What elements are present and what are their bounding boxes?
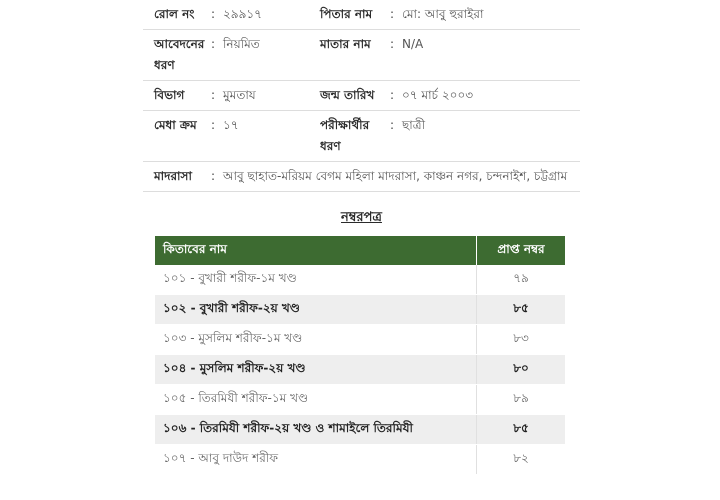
marks-value: ৮০ bbox=[477, 355, 566, 385]
colon: : bbox=[211, 118, 216, 132]
book-name: ১০৪ - মুসলিম শরীফ-২য় খণ্ড bbox=[155, 355, 477, 385]
colon: : bbox=[390, 118, 395, 132]
marks-value: ৮৫ bbox=[477, 295, 566, 325]
info-row-roll bbox=[143, 0, 580, 30]
merit-label: মেধা ক্রম bbox=[154, 118, 197, 132]
info-row-app-type bbox=[143, 30, 580, 81]
book-name: ১০৬ - তিরমিযী শরীফ-২য় খণ্ড ও শামাইলে তিরমিযী bbox=[155, 415, 477, 445]
mother-label: মাতার নাম bbox=[320, 37, 371, 51]
merit-value: ১৭ bbox=[223, 118, 239, 132]
examinee-type-value: ছাত্রী bbox=[402, 118, 426, 132]
marks-value: ৮৫ bbox=[477, 415, 566, 445]
dob-value: ০৭ মার্চ ২০০৩ bbox=[402, 88, 474, 102]
marks-value: ৮৩ bbox=[477, 325, 566, 355]
father-label: পিতার নাম bbox=[320, 7, 373, 21]
column-header-marks: প্রাপ্ত নম্বর bbox=[477, 236, 566, 265]
colon: : bbox=[390, 88, 395, 102]
app-type-value: নিয়মিত bbox=[223, 37, 260, 51]
student-info bbox=[143, 0, 580, 192]
colon: : bbox=[390, 37, 395, 51]
mother-value: N/A bbox=[402, 37, 424, 51]
marks-value: ৮২ bbox=[477, 445, 566, 475]
result-container bbox=[143, 0, 580, 475]
book-name: ১০৫ - তিরমিযী শরীফ-১ম খণ্ড bbox=[155, 385, 477, 415]
colon: : bbox=[211, 7, 216, 21]
table-row bbox=[155, 445, 565, 475]
division-label: বিভাগ bbox=[154, 88, 185, 102]
info-row-madrasa bbox=[143, 162, 580, 192]
book-name: ১০২ - বুখারী শরীফ-২য় খণ্ড bbox=[155, 295, 477, 325]
examinee-type-label: পরীক্ষার্থীর ধরণ bbox=[320, 118, 370, 153]
colon: : bbox=[211, 169, 216, 183]
column-header-book: কিতাবের নাম bbox=[155, 236, 477, 265]
table-row bbox=[155, 325, 565, 355]
colon: : bbox=[211, 88, 216, 102]
book-name: ১০১ - বুখারী শরীফ-১ম খণ্ড bbox=[155, 265, 477, 295]
book-name: ১০৭ - আবু দাউদ শরীফ bbox=[155, 445, 477, 475]
table-row bbox=[155, 295, 565, 325]
division-value: মুমতায bbox=[223, 88, 256, 102]
colon: : bbox=[390, 7, 395, 21]
table-row bbox=[155, 355, 565, 385]
marksheet-title: নম্বরপত্র bbox=[341, 210, 382, 225]
marks-table-header bbox=[155, 236, 565, 265]
marks-table bbox=[155, 236, 565, 475]
roll-value: ২৯৯১৭ bbox=[223, 7, 262, 21]
roll-label: রোল নং bbox=[154, 7, 195, 21]
app-type-label: আবেদনের ধরণ bbox=[154, 37, 205, 72]
table-row bbox=[155, 265, 565, 295]
father-value: মো: আবু হুরাইরা bbox=[402, 7, 484, 21]
info-row-merit bbox=[143, 111, 580, 162]
madrasa-label: মাদরাসা bbox=[154, 169, 192, 183]
marks-value: ৮৯ bbox=[477, 385, 566, 415]
info-row-division bbox=[143, 81, 580, 111]
table-row bbox=[155, 415, 565, 445]
madrasa-value: আবু ছাহাত-মরিয়ম বেগম মহিলা মাদরাসা, কাঞ্চন নগর, চন্দনাইশ, চট্টগ্রাম bbox=[223, 169, 568, 183]
book-name: ১০৩ - মুসলিম শরীফ-১ম খণ্ড bbox=[155, 325, 477, 355]
colon: : bbox=[211, 37, 216, 51]
table-row bbox=[155, 385, 565, 415]
dob-label: জন্ম তারিখ bbox=[320, 88, 375, 102]
marks-value: ৭৯ bbox=[477, 265, 566, 295]
